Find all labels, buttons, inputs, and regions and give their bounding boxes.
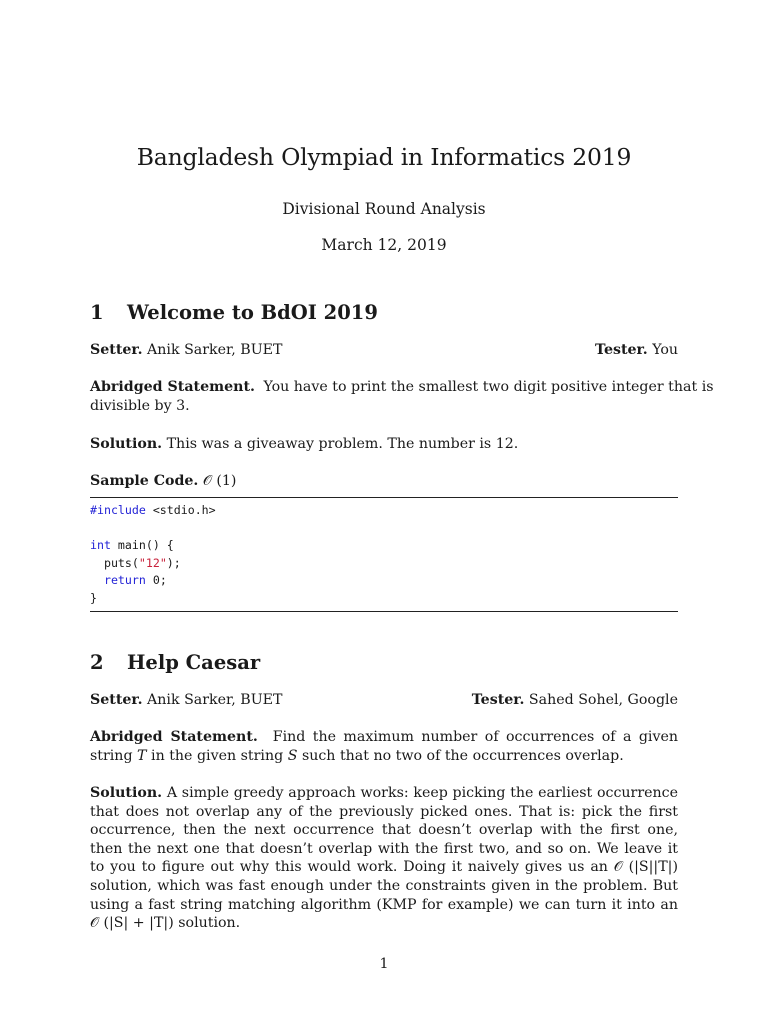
- code-include-keyword: #include: [90, 503, 146, 517]
- solution-label: Solution.: [90, 785, 163, 801]
- code-puts-call: puts(: [90, 555, 139, 570]
- sample-code-label: Sample Code.: [90, 473, 199, 489]
- setter-label: Setter.: [90, 342, 143, 358]
- tester-label: Tester.: [595, 342, 648, 358]
- section-1-title: Welcome to BdOI 2019: [127, 301, 378, 324]
- document-title: Bangladesh Olympiad in Informatics 2019: [136, 143, 632, 171]
- section-2-abridged: [90, 728, 678, 765]
- section-2-heading: [90, 651, 260, 674]
- document-date: March 12, 2019: [321, 236, 447, 254]
- abridged-text-1: You have to print the smallest two digit positive integer that is: [263, 379, 714, 395]
- code-indent: [90, 573, 104, 587]
- code-int-keyword: int: [90, 538, 111, 553]
- section-1-heading: [90, 301, 378, 324]
- abridged-text-a: Find the maximum number of occurrences of a given string: [90, 729, 678, 764]
- section-1-solution: [90, 435, 678, 454]
- code-return-value: 0;: [145, 573, 167, 588]
- complexity-fast: 𝒪 (|S| + |T|): [90, 915, 174, 932]
- code-top-rule: [90, 497, 678, 498]
- solution-text-a: A simple greedy approach works: keep picking the earliest occurrence that does not overlap any of the previously picked ones. That is: pick the first occurrence, then the next occurrence that doesn’t overlap with the first one, then the next one that doesn’t overlap with the first two, and so on. We leave it to you to figure out why this would work. Doing it naively gives us an: [90, 785, 678, 876]
- code-main-signature: main() {: [110, 538, 174, 553]
- abridged-text-b: in the given string: [151, 747, 284, 764]
- abridged-label: Abridged Statement.: [90, 729, 258, 745]
- section-2-credits: [90, 691, 678, 710]
- solution-text-c: solution.: [178, 915, 241, 932]
- section-1-sample-code-label: [90, 472, 678, 491]
- section-1-credits: [90, 341, 678, 360]
- variable-s: S: [287, 747, 298, 764]
- setter-name: Anik Sarker, BUET: [147, 692, 283, 708]
- setter-label: Setter.: [90, 692, 143, 708]
- tester-name: Sahed Sohel, Google: [528, 692, 678, 708]
- solution-text: This was a giveaway problem. The number is 12.: [166, 436, 519, 452]
- tester-label: Tester.: [471, 692, 525, 708]
- code-puts-end: );: [166, 555, 181, 570]
- solution-label: Solution.: [90, 436, 163, 452]
- complexity: 𝒪 (1): [202, 473, 237, 489]
- tester-block: [595, 341, 678, 360]
- code-block: [90, 502, 678, 608]
- section-1-number: 1: [90, 301, 104, 324]
- tester-name: You: [652, 342, 678, 358]
- code-include-header: <stdio.h>: [145, 503, 216, 517]
- section-1-abridged-line-2: divisible by 3.: [90, 398, 190, 414]
- section-2-title: Help Caesar: [127, 651, 261, 674]
- code-string-literal: "12": [138, 555, 167, 570]
- setter-name: Anik Sarker, BUET: [147, 342, 283, 358]
- code-bottom-rule: [90, 611, 678, 612]
- section-2-number: 2: [90, 651, 104, 674]
- page-number: 1: [379, 956, 389, 972]
- abridged-text-c: such that no two of the occurrences overlap.: [301, 747, 624, 764]
- section-1-abridged-line-1: [90, 378, 714, 397]
- code-return-keyword: return: [103, 573, 146, 588]
- tester-block: [472, 691, 678, 710]
- solution-text-b: solution, which was fast enough under the constraints given in the problem. But using a fast string matching algorithm (KMP for example) we can turn it into an: [90, 877, 678, 913]
- complexity-naive: 𝒪 (|S||T|): [613, 859, 678, 876]
- variable-t: T: [137, 747, 147, 764]
- abridged-label: Abridged Statement.: [90, 379, 255, 395]
- document-subtitle: Divisional Round Analysis: [282, 200, 486, 218]
- code-closing-brace: }: [90, 590, 97, 605]
- section-2-solution: [90, 784, 678, 933]
